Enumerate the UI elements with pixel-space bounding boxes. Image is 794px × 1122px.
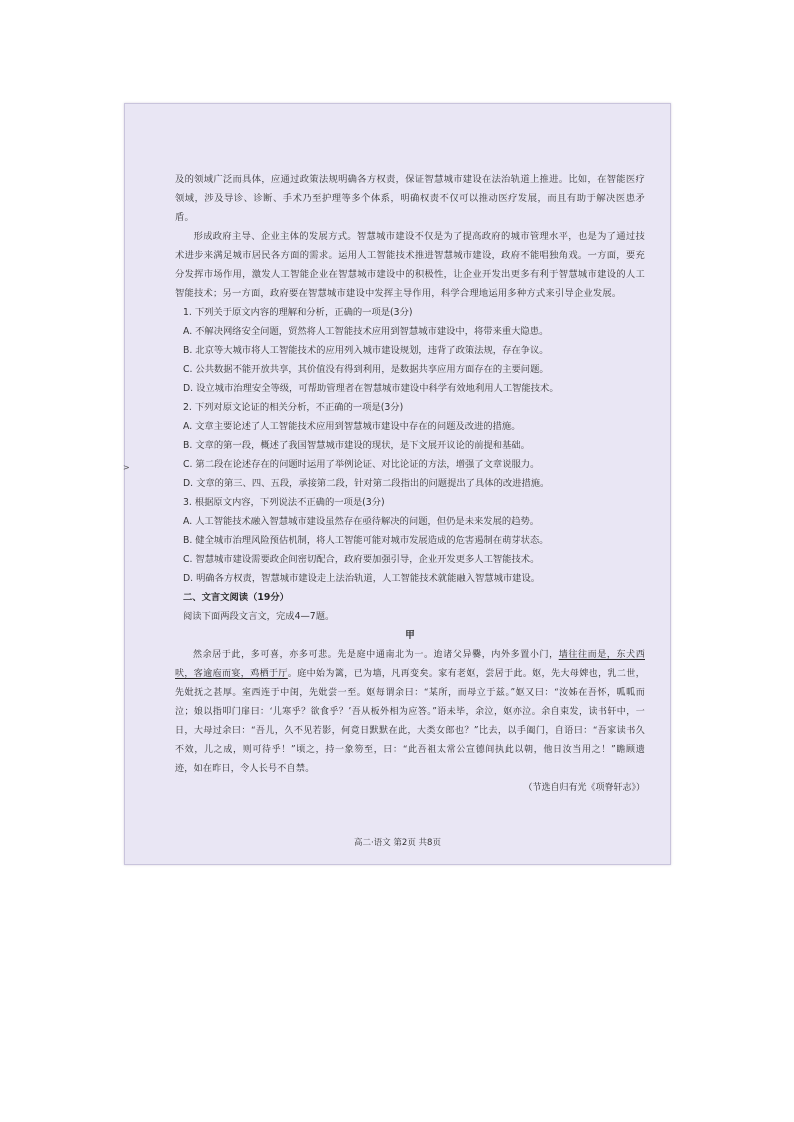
option-a: A. 文章主要论述了人工智能技术应用到智慧城市建设中存在的问题及改进的措施。 <box>183 421 521 432</box>
binder-mark: > <box>123 463 130 472</box>
option-c: C. 公共数据不能开放共享，其价值没有得到利用，是数据共享应用方面存在的主要问题。 <box>183 364 549 375</box>
passage-paragraph-1: 及的领域广泛而具体，应通过政策法规明确各方权责，保证智慧城市建设在法治轨道上推进。比如，在智能医疗领域，涉及导诊、诊断、手术乃至护理等多个体系，明确权责不仅可以推动医疗发展，而且有助于解决医患矛盾。 <box>175 174 645 223</box>
classical-text-start: 然余居于此，多可喜，亦多可悲。先是庭中通南北为一。迨诸父异爨，内外多置小门， <box>193 650 559 660</box>
option-a: A. 人工智能技术融入智慧城市建设虽然存在亟待解决的问题，但仍是未来发展的趋势。 <box>183 516 540 527</box>
option-c: C. 第二段在论述存在的问题时运用了举例论证、对比论证的方法，增强了文章说服力。 <box>183 459 540 470</box>
option-b: B. 健全城市治理风险预估机制，将人工智能可能对城市发展造成的危害遏制在萌芽状态。 <box>183 535 549 546</box>
scanned-page <box>124 103 671 865</box>
underlined-sentence: 墙往往而是，东犬西吠，客逾庖而宴，鸡栖于厅 <box>175 650 645 679</box>
classical-passage <box>175 646 645 779</box>
question-stem: 3. 根据原文内容，下列说法不正确的一项是(3分) <box>183 497 385 508</box>
option-d: D. 设立城市治理安全等级，可帮助管理者在智慧城市建设中科学有效地利用人工智能技术。 <box>183 383 559 394</box>
option-d: D. 明确各方权责，智慧城市建设走上法治轨道，人工智能技术就能融入智慧城市建设。 <box>183 573 541 584</box>
classical-text-rest: 。庭中始为篱，已为墙，凡再变矣。家有老妪，尝居于此。妪，先大母婢也，乳二世，先妣抚之甚厚。室西连于中闺，先妣尝一至。妪每谓余曰：“某所，而母立于兹。”妪又曰：“汝姊在吾怀，呱呱而泣；娘以指叩门扉曰：‘儿寒乎？欲食乎？’吾从板外相为应答。”语未毕，余泣，妪亦泣。余自束发，读书轩中，一日，大母过余曰：“吾儿，久不见若影，何竟日默默在此，大类女郎也？”比去，以手阖门，自语曰：“吾家读书久不效，儿之成，则可待乎！”顷之，持一象笏至，曰：“此吾祖太常公宣德间执此以朝，他日汝当用之！”瞻顾遗迹，如在昨日，令人长号不自禁。 <box>175 669 645 774</box>
section-heading: 二、文言文阅读（19分） <box>183 592 289 603</box>
question-1 <box>175 303 645 398</box>
option-b: B. 北京等大城市将人工智能技术的应用列入城市建设规划，违背了政策法规，存在争议。 <box>183 345 549 356</box>
section-instruction: 阅读下面两段文言文，完成4—7题。 <box>183 611 335 622</box>
passage-source: （节选自归有光《项脊轩志》） <box>523 783 645 793</box>
page-content <box>175 170 645 798</box>
passage-paragraph-2: 形成政府主导、企业主体的发展方式。智慧城市建设不仅是为了提高政府的城市管理水平，也是为了通过技术进步来满足城市居民各方面的需求。运用人工智能技术推进智慧城市建设，政府不能唱独角戏。一方面，要充分发挥市场作用，激发人工智能企业在智慧城市建设中的积极性，让企业开发出更多有利于智慧城市建设的人工智能技术；另一方面，政府要在智慧城市建设中发挥主导作用，科学合理地运用多种方式来引导企业发展。 <box>175 231 645 299</box>
option-c: C. 智慧城市建设需要政企间密切配合，政府要加强引导，企业开发更多人工智能技术。 <box>183 554 540 565</box>
question-3 <box>175 493 645 588</box>
question-2 <box>175 398 645 493</box>
question-stem: 1. 下列关于原文内容的理解和分析，正确的一项是(3分) <box>183 307 413 318</box>
page-footer: 高二·语文 第2页 共8页 <box>354 838 441 848</box>
question-stem: 2. 下列对原文论证的相关分析，不正确的一项是(3分) <box>183 402 404 413</box>
passage-label: 甲 <box>405 630 415 641</box>
option-a: A. 不解决网络安全问题，贸然将人工智能技术应用到智慧城市建设中，将带来重大隐患。 <box>183 326 549 337</box>
option-d: D. 文章的第三、四、五段，承接第二段，针对第二段指出的问题提出了具体的改进措施。 <box>183 478 550 489</box>
option-b: B. 文章的第一段，概述了我国智慧城市建设的现状，是下文展开议论的前提和基础。 <box>183 440 530 451</box>
